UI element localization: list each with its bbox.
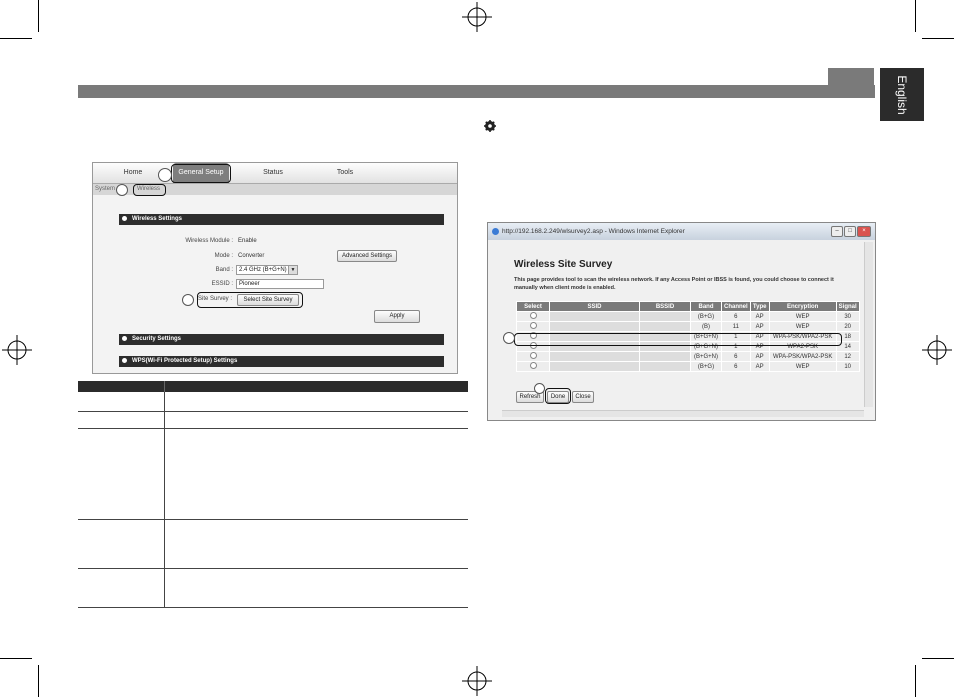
mode-value: Converter xyxy=(238,253,265,259)
column-header: Encryption xyxy=(769,302,836,312)
window-title: http://192.168.2.249/wlsurvey2.asp - Windows Internet Explorer xyxy=(502,228,685,235)
band-cell: (B+G) xyxy=(691,312,722,322)
channel-cell: 11 xyxy=(722,322,751,332)
table-header-row xyxy=(517,302,860,312)
apply-button[interactable]: Apply xyxy=(374,310,420,323)
page-number-tab xyxy=(828,68,874,98)
tab-home[interactable]: Home xyxy=(123,169,143,176)
select-radio[interactable] xyxy=(530,312,537,319)
table-row[interactable] xyxy=(517,352,860,362)
section-wireless-settings[interactable] xyxy=(119,214,444,225)
encryption-cell: WEP xyxy=(769,312,836,322)
module-label: Wireless Module : xyxy=(185,238,233,244)
ie-icon xyxy=(492,228,499,235)
column-header: SSID xyxy=(550,302,640,312)
bssid-cell xyxy=(640,322,691,332)
reference-table xyxy=(78,381,468,609)
window-titlebar xyxy=(488,223,875,240)
column-header: Signal xyxy=(836,302,859,312)
tab-tools[interactable]: Tools xyxy=(336,169,354,176)
maximize-icon[interactable]: □ xyxy=(844,226,856,237)
crop-mark xyxy=(915,665,916,697)
select-cell[interactable] xyxy=(517,362,550,372)
divider xyxy=(78,428,468,429)
expand-icon xyxy=(122,216,127,221)
close-button[interactable]: Close xyxy=(572,391,594,403)
column-header: Band xyxy=(691,302,722,312)
signal-cell: 18 xyxy=(836,332,859,342)
ssid-cell xyxy=(550,352,640,362)
advanced-settings-button[interactable]: Advanced Settings xyxy=(337,250,397,262)
table-header xyxy=(78,381,468,392)
encryption-cell: WPA-PSK/WPA2-PSK xyxy=(769,352,836,362)
section-title: Wireless Settings xyxy=(132,216,182,222)
registration-mark xyxy=(2,335,32,365)
expand-icon xyxy=(122,336,127,341)
channel-cell: 6 xyxy=(722,352,751,362)
callout-marker xyxy=(534,383,545,394)
crop-mark xyxy=(915,0,916,32)
channel-cell: 1 xyxy=(722,342,751,352)
band-cell: (B+G+N) xyxy=(691,342,722,352)
router-settings-screenshot xyxy=(92,162,458,374)
type-cell: AP xyxy=(750,362,769,372)
done-button[interactable]: Done xyxy=(547,391,569,403)
ssid-cell xyxy=(550,362,640,372)
table-row[interactable] xyxy=(517,362,860,372)
section-title: Security Settings xyxy=(132,336,182,342)
page-description: This page provides tool to scan the wireless network. If any Access Point or IBSS is found, you could choose to connect it manually when client mode is enabled. xyxy=(514,277,834,291)
select-radio[interactable] xyxy=(530,362,537,369)
divider xyxy=(164,392,165,607)
divider xyxy=(78,411,468,412)
column-header: BSSID xyxy=(640,302,691,312)
crop-mark xyxy=(38,665,39,697)
header-bar xyxy=(78,85,875,98)
column-header: Type xyxy=(750,302,769,312)
band-cell: (B+G) xyxy=(691,362,722,372)
breadcrumb-wireless[interactable]: Wireless xyxy=(137,186,161,192)
column-header: Channel xyxy=(722,302,751,312)
highlight-selected-row xyxy=(514,333,842,346)
site-survey-label: Site Survey : xyxy=(197,296,232,302)
minimize-icon[interactable]: – xyxy=(831,226,843,237)
band-cell: (B+G+N) xyxy=(691,352,722,362)
essid-label: ESSID : xyxy=(211,281,233,287)
type-cell: AP xyxy=(750,342,769,352)
breadcrumb-system[interactable]: System xyxy=(95,186,116,192)
bssid-cell xyxy=(640,312,691,322)
encryption-cell: WPA-PSK/WPA2-PSK xyxy=(769,332,836,342)
select-cell[interactable] xyxy=(517,322,550,332)
horizontal-scrollbar[interactable] xyxy=(502,410,864,417)
section-security-settings[interactable] xyxy=(119,334,444,345)
ssid-cell xyxy=(550,322,640,332)
band-value: 2.4 GHz (B+G+N) xyxy=(239,267,287,273)
signal-cell: 30 xyxy=(836,312,859,322)
select-radio[interactable] xyxy=(530,352,537,359)
registration-mark xyxy=(462,666,492,696)
signal-cell: 10 xyxy=(836,362,859,372)
crop-mark xyxy=(38,0,39,32)
band-cell: (B) xyxy=(691,322,722,332)
type-cell: AP xyxy=(750,332,769,342)
vertical-scrollbar[interactable] xyxy=(864,242,873,407)
section-wps-settings[interactable] xyxy=(119,356,444,367)
channel-cell: 6 xyxy=(722,312,751,322)
registration-mark xyxy=(922,335,952,365)
table-row[interactable] xyxy=(517,312,860,322)
encryption-cell: WPA2-PSK xyxy=(769,342,836,352)
divider xyxy=(78,519,468,520)
tab-status[interactable]: Status xyxy=(263,169,283,176)
signal-cell: 14 xyxy=(836,342,859,352)
tab-general-setup[interactable]: General Setup xyxy=(173,163,229,183)
section-title: WPS(Wi-Fi Protected Setup) Settings xyxy=(132,358,238,364)
refresh-button[interactable]: Refresh xyxy=(516,391,544,403)
highlight-wireless xyxy=(133,184,166,196)
type-cell: AP xyxy=(750,352,769,362)
crop-mark xyxy=(922,38,954,39)
signal-cell: 12 xyxy=(836,352,859,362)
site-survey-window xyxy=(487,222,876,421)
ssid-cell xyxy=(550,312,640,322)
channel-cell: 6 xyxy=(722,362,751,372)
bssid-cell xyxy=(640,352,691,362)
table-row[interactable] xyxy=(517,322,860,332)
encryption-cell: WEP xyxy=(769,362,836,372)
page-heading: Wireless Site Survey xyxy=(514,259,613,270)
crop-mark xyxy=(0,38,32,39)
language-tab xyxy=(880,68,924,121)
callout-marker xyxy=(158,168,172,182)
crop-mark xyxy=(922,658,954,659)
close-icon[interactable]: × xyxy=(857,226,871,237)
language-label: English xyxy=(895,74,909,115)
mode-label: Mode : xyxy=(214,253,233,259)
band-cell: (B+G+N) xyxy=(691,332,722,342)
channel-cell: 1 xyxy=(722,332,751,342)
divider xyxy=(78,568,468,569)
encryption-cell: WEP xyxy=(769,322,836,332)
essid-input[interactable]: Pioneer xyxy=(236,279,324,289)
highlight-done xyxy=(545,388,571,404)
select-cell[interactable] xyxy=(517,352,550,362)
type-cell: AP xyxy=(750,312,769,322)
module-value: Enable xyxy=(238,238,257,244)
select-site-survey-button[interactable]: Select Site Survey xyxy=(237,294,299,306)
nav-bar xyxy=(93,163,457,184)
expand-icon xyxy=(122,358,127,363)
divider xyxy=(164,381,165,392)
band-select[interactable] xyxy=(236,265,298,275)
registration-mark xyxy=(462,2,492,32)
bssid-cell xyxy=(640,362,691,372)
callout-marker xyxy=(503,332,515,344)
column-header: Select xyxy=(517,302,550,312)
type-cell: AP xyxy=(750,322,769,332)
divider xyxy=(78,607,468,608)
signal-cell: 20 xyxy=(836,322,859,332)
crop-mark xyxy=(0,658,32,659)
highlight-general-setup xyxy=(171,164,231,183)
gear-icon xyxy=(484,120,496,132)
select-cell[interactable] xyxy=(517,312,550,322)
chevron-down-icon: ▼ xyxy=(288,266,297,274)
callout-marker xyxy=(116,184,128,196)
band-label: Band : xyxy=(215,267,233,273)
select-radio[interactable] xyxy=(530,322,537,329)
